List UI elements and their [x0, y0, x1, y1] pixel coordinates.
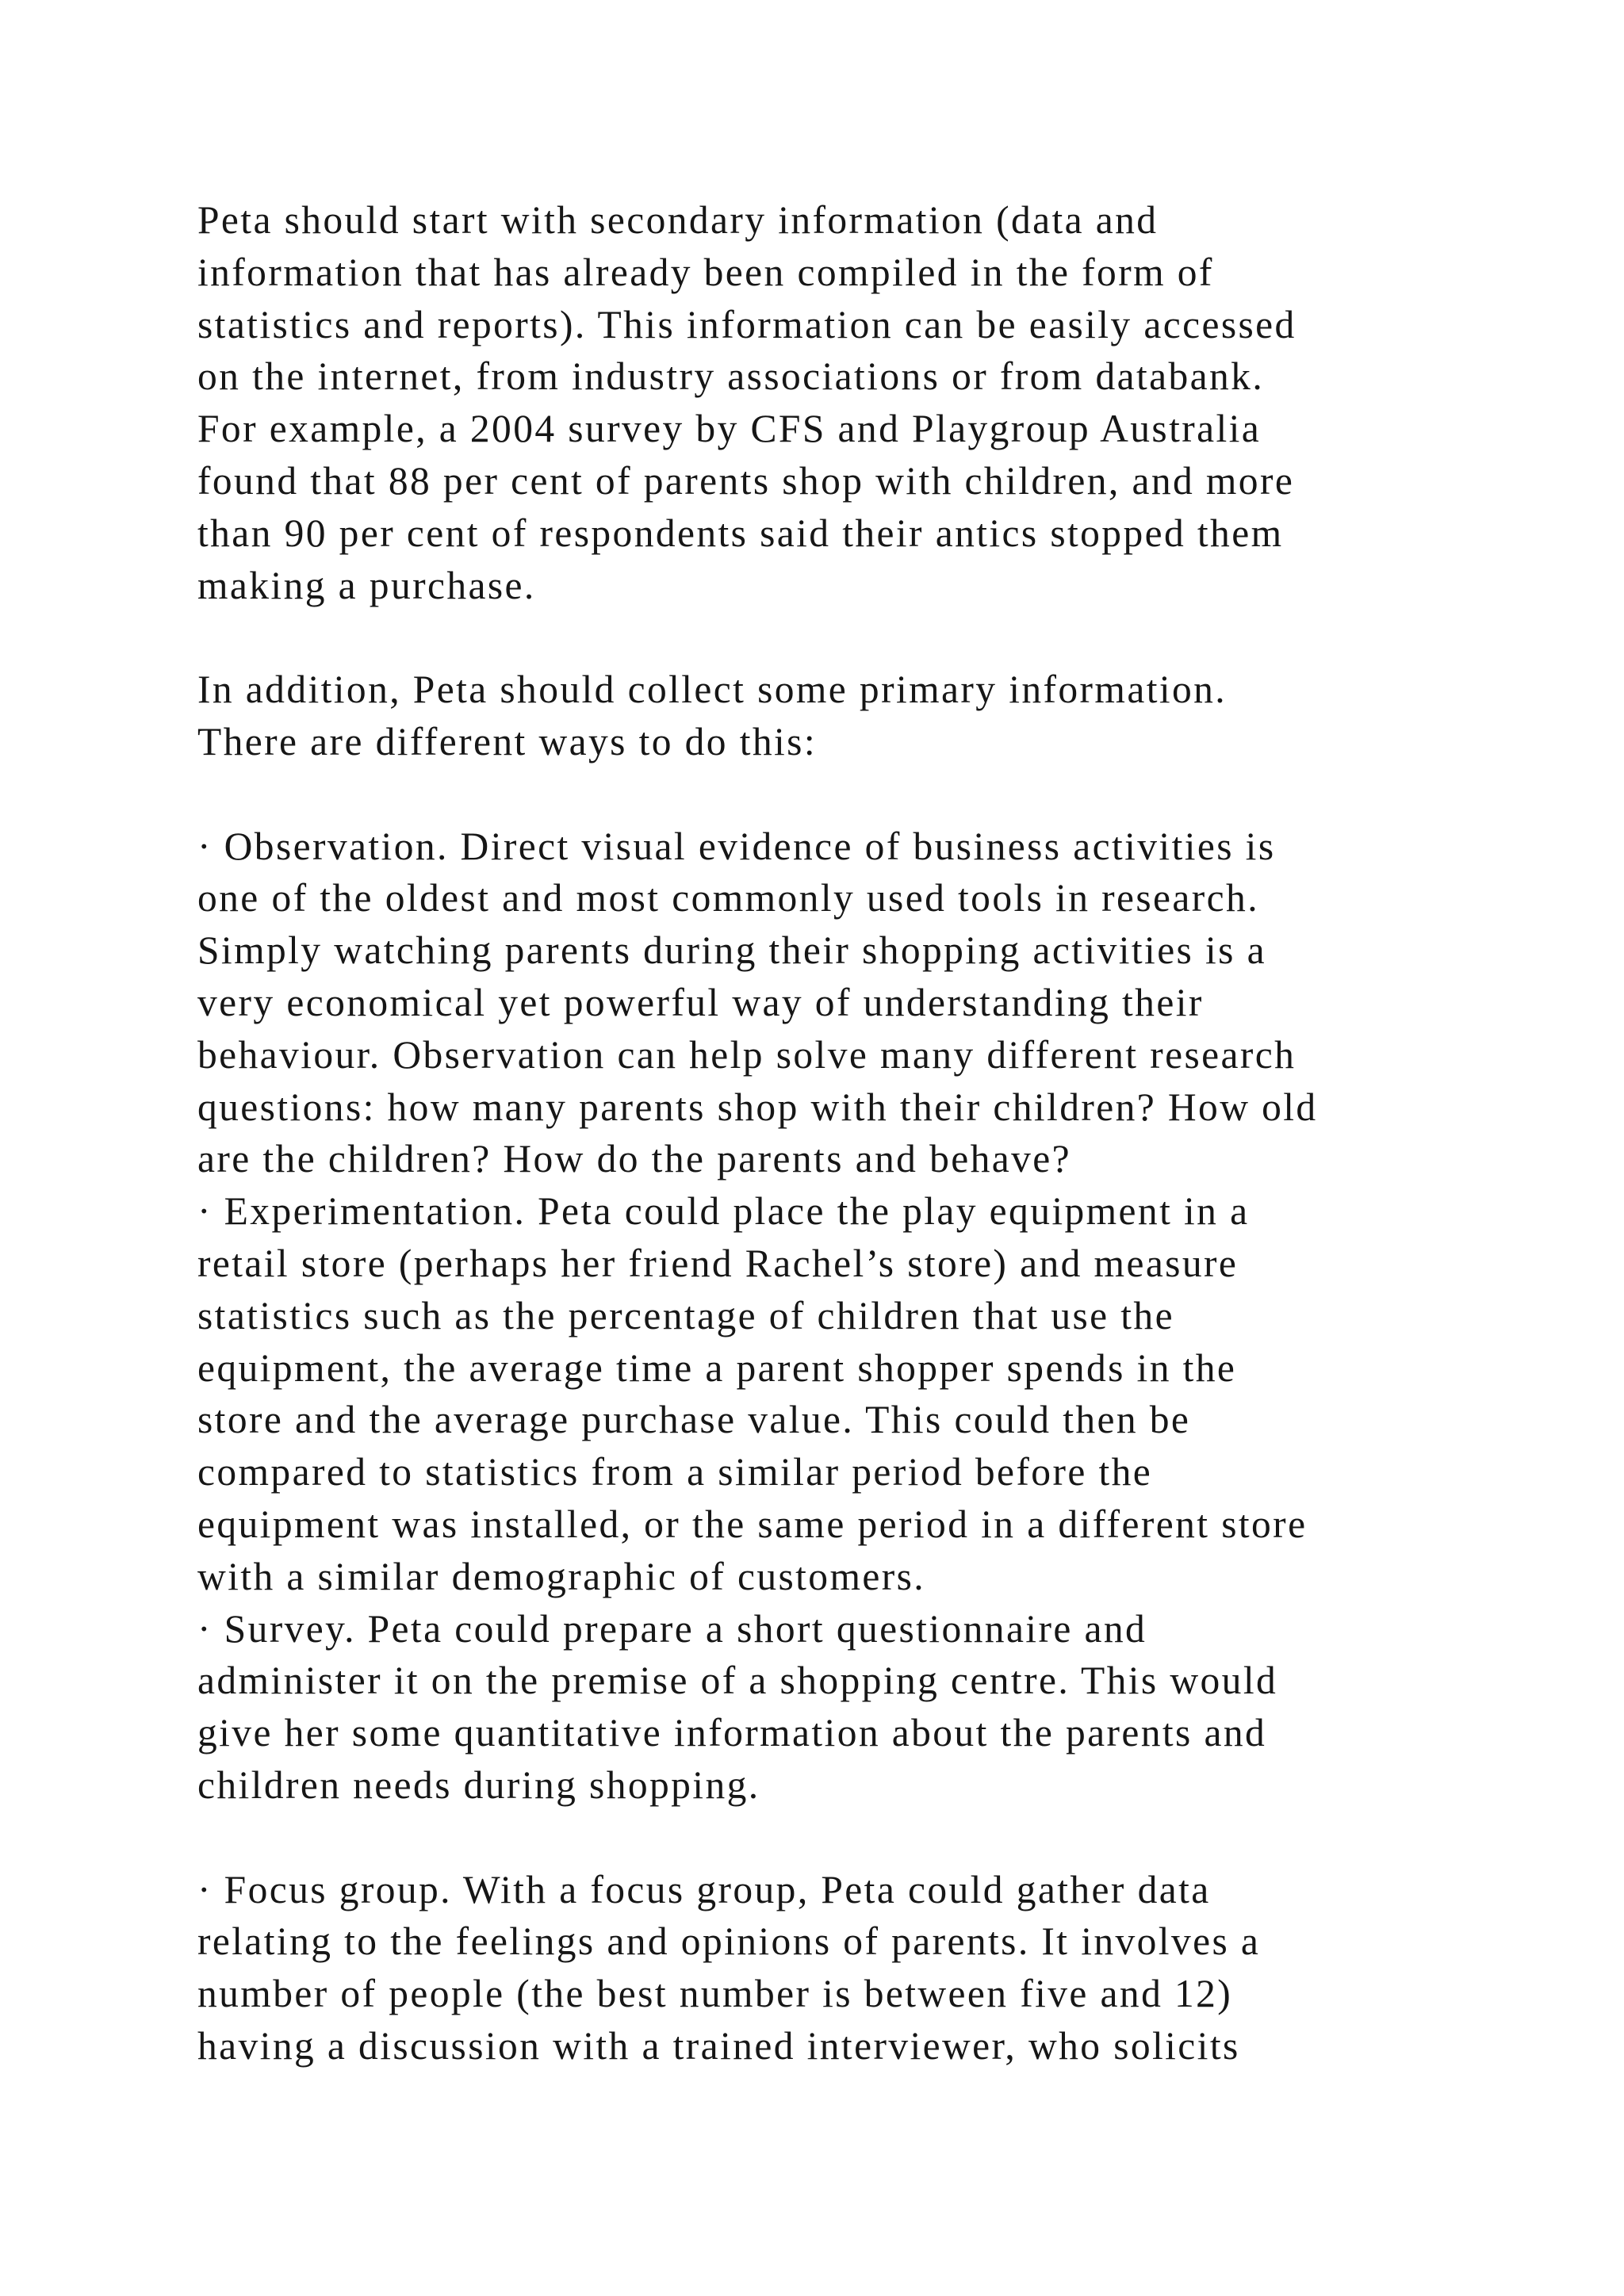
text-line: retail store (perhaps her friend Rachel’s store) and measure — [197, 1241, 1239, 1285]
text-line: · Observation. Direct visual evidence of business activities is — [197, 824, 1276, 868]
text-line: For example, a 2004 survey by CFS and Playgroup Australia — [197, 407, 1262, 451]
text-line: compared to statistics from a similar period before the — [197, 1450, 1153, 1494]
paragraph-primary-information — [197, 664, 1498, 768]
text-line: behaviour. Observation can help solve many different research — [197, 1032, 1297, 1077]
text-line: questions: how many parents shop with their children? How old — [197, 1085, 1318, 1129]
text-line: on the internet, from industry associations or from databank. — [197, 354, 1265, 399]
text-line: relating to the feelings and opinions of parents. It involves a — [197, 1919, 1261, 1964]
text-line: equipment was installed, or the same period in a different store — [197, 1502, 1308, 1546]
text-line: · Focus group. With a focus group, Peta could gather data — [197, 1867, 1211, 1911]
text-line: Peta should start with secondary information (data and — [197, 198, 1159, 242]
paragraph-spacer — [197, 611, 1498, 664]
text-line: statistics such as the percentage of children that use the — [197, 1293, 1174, 1337]
text-line: Simply watching parents during their shopping activities is a — [197, 928, 1266, 973]
text-line: making a purchase. — [197, 563, 536, 607]
text-line: store and the average purchase value. This could then be — [197, 1398, 1191, 1442]
text-line: statistics and reports). This information can be easily accessed — [197, 302, 1297, 346]
paragraph-secondary-information — [197, 194, 1498, 611]
text-line: having a discussion with a trained interviewer, who solicits — [197, 2023, 1240, 2068]
text-line: information that has already been compiled in the form of — [197, 250, 1214, 294]
text-line: with a similar demographic of customers. — [197, 1554, 926, 1598]
text-line: number of people (the best number is between five and 12) — [197, 1972, 1233, 2016]
document-body — [197, 194, 1498, 2072]
paragraph-focus-group — [197, 1864, 1498, 2072]
paragraph-research-methods — [197, 821, 1498, 1812]
text-line: equipment, the average time a parent shopper spends in the — [197, 1345, 1237, 1390]
text-line: than 90 per cent of respondents said their antics stopped them — [197, 511, 1284, 555]
text-line: children needs during shopping. — [197, 1762, 760, 1807]
text-line: found that 88 per cent of parents shop with children, and more — [197, 458, 1295, 503]
text-line: one of the oldest and most commonly used tools in research. — [197, 876, 1259, 920]
text-line: give her some quantitative information about the parents and — [197, 1711, 1267, 1755]
paragraph-spacer — [197, 768, 1498, 821]
text-line: In addition, Peta should collect some primary information. — [197, 668, 1228, 712]
text-line: There are different ways to do this: — [197, 719, 817, 763]
text-line: administer it on the premise of a shopping centre. This would — [197, 1659, 1278, 1703]
text-line: · Experimentation. Peta could place the play equipment in a — [197, 1189, 1250, 1234]
paragraph-spacer — [197, 1812, 1498, 1864]
text-line: are the children? How do the parents and behave? — [197, 1137, 1072, 1181]
text-line: very economical yet powerful way of understanding their — [197, 980, 1204, 1024]
text-line: · Survey. Peta could prepare a short questionnaire and — [197, 1606, 1147, 1651]
